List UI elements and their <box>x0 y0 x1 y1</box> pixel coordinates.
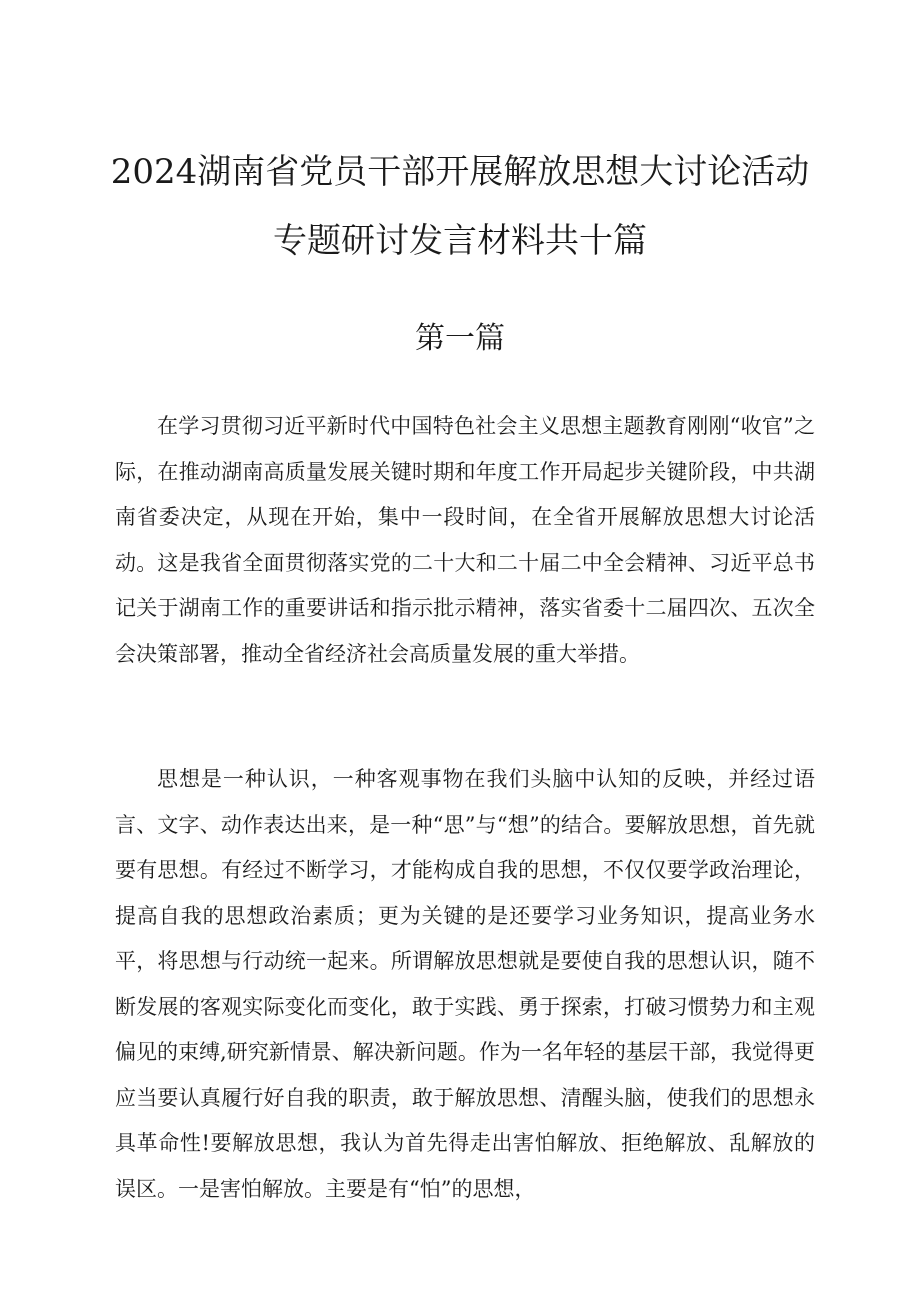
document-title-line-1: 2024湖南省党员干部开展解放思想大讨论活动 <box>110 152 810 192</box>
section-heading: 第一篇 <box>415 321 505 356</box>
body-paragraph-2: 思想是一种认识，一种客观事物在我们头脑中认知的反映，并经过语言、文字、动作表达出来，是一种“思”与“想”的结合。要解放思想，首先就要有思想。有经过不断学习，才能构成自我的思想，不仅仅要学政治理论，提高自我的思想政治素质；更为关键的是还要学习业务知识，提高业务水平，将思想与行动统一起来。所谓解放思想就是要使自我的思想认识，随不断发展的客观实际变化而变化，敢于实践、勇于探索，打破习惯势力和主观偏见的束缚,研究新情景、解决新问题。作为一名年轻的基层干部，我觉得更应当要认真履行好自我的职责，敢于解放思想、清醒头脑，使我们的思想永具革命性!要解放思想，我认为首先得走出害怕解放、拒绝解放、乱解放的误区。一是害怕解放。主要是有“怕”的思想， <box>115 767 815 1201</box>
body-paragraph-1: 在学习贯彻习近平新时代中国特色社会主义思想主题教育刚刚“收官”之际，在推动湖南高质量发展关键时期和年度工作开局起步关键阶段，中共湖南省委决定，从现在开始，集中一段时间，在全省开展解放思想大讨论活动。这是我省全面贯彻落实党的二十大和二十届二中全会精神、习近平总书记关于湖南工作的重要讲话和指示批示精神，落实省委十二届四次、五次全会决策部署，推动全省经济社会高质量发展的重大举措。 <box>115 414 815 666</box>
document-title-line-2: 专题研讨发言材料共十篇 <box>273 221 647 261</box>
